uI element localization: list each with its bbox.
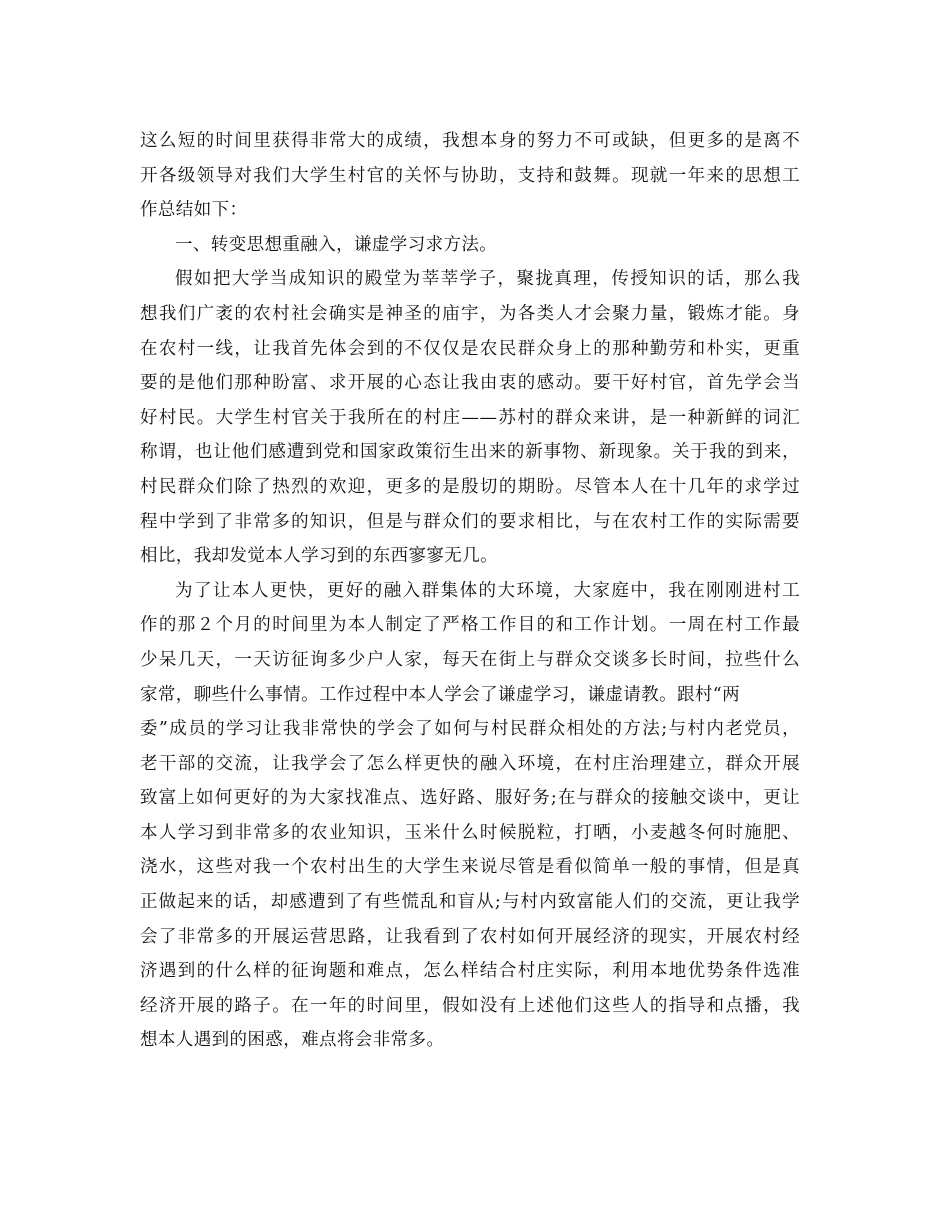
text-line: 作总结如下： <box>140 200 248 221</box>
text-line: 要的是他们那种盼富、求开展的心态让我由衷的感动。要干好村官，首先学会当 <box>140 373 800 394</box>
text-line: 老干部的交流，让我学会了怎么样更快的融入环境，在村庄治理建立，群众开展 <box>140 753 800 774</box>
text-line: 好村民。大学生村官关于我所在的村庄——苏村的群众来讲，是一种新鲜的词汇 <box>140 407 800 428</box>
text-line: 家常，聊些什么事情。工作过程中本人学会了谦虚学习，谦虚请教。跟村“两 <box>140 684 741 705</box>
text-line: 委”成员的学习让我非常快的学会了如何与村民群众相处的方法;与村内老党员， <box>140 719 800 740</box>
text-line: 会了非常多的开展运营思路，让我看到了农村如何开展经济的现实，开展农村经 <box>140 926 800 947</box>
document-body <box>140 124 800 1058</box>
text-line: 济遇到的什么样的征询题和难点，怎么样结合村庄实际，利用本地优势条件选准 <box>140 961 800 982</box>
text-line: 假如把大学当成知识的殿堂为莘莘学子，聚拢真理，传授知识的话，那么我 <box>175 269 800 290</box>
text-line: 称谓，也让他们感遭到党和国家政策衍生出来的新事物、新现象。关于我的到来， <box>140 442 800 463</box>
text-line: 经济开展的路子。在一年的时间里，假如没有上述他们这些人的指导和点播，我 <box>140 995 800 1016</box>
text-line: 这么短的时间里获得非常大的成绩，我想本身的努力不可或缺，但更多的是离不 <box>140 131 800 151</box>
paragraph-body-2 <box>140 574 800 1058</box>
text-line: 开各级领导对我们大学生村官的关怀与协助，支持和鼓舞。现就一年来的思想工 <box>140 165 800 186</box>
paragraph-body-1 <box>140 262 800 573</box>
text-line: 作的那２个月的时间里为本人制定了严格工作目的和工作计划。一周在村工作最 <box>140 615 800 636</box>
text-line: 正做起来的话，却感遭到了有些慌乱和盲从;与村内致富能人们的交流，更让我学 <box>140 892 800 913</box>
text-line: 程中学到了非常多的知识，但是与群众们的要求相比，与在农村工作的实际需要 <box>140 511 800 532</box>
text-line: 少呆几天，一天访征询多少户人家，每天在街上与群众交谈多长时间，拉些什么 <box>140 649 800 670</box>
text-line: 在农村一线，让我首先体会到的不仅仅是农民群众身上的那种勤劳和朴实，更重 <box>140 338 800 359</box>
section-heading <box>140 228 800 263</box>
paragraph-intro <box>140 124 800 228</box>
text-line: 本人学习到非常多的农业知识，玉米什么时候脱粒，打晒，小麦越冬何时施肥、 <box>140 822 800 843</box>
text-line: 村民群众们除了热烈的欢迎，更多的是殷切的期盼。尽管本人在十几年的求学过 <box>140 476 800 497</box>
text-line: 浇水，这些对我一个农村出生的大学生来说尽管是看似简单一般的事情，但是真 <box>140 857 800 878</box>
text-line: 为了让本人更快，更好的融入群集体的大环境，大家庭中，我在刚刚进村工 <box>175 580 800 601</box>
text-line: 想我们广袤的农村社会确实是神圣的庙宇，为各类人才会聚力量，锻炼才能。身 <box>140 303 800 324</box>
section-heading-text: 一、转变思想重融入，谦虚学习求方法。 <box>175 234 498 255</box>
text-line: 致富上如何更好的为大家找准点、选好路、服好务;在与群众的接触交谈中，更让 <box>140 788 800 809</box>
text-line: 想本人遇到的困惑，难点将会非常多。 <box>140 1030 445 1051</box>
text-line: 相比，我却发觉本人学习到的东西寥寥无几。 <box>140 546 498 567</box>
